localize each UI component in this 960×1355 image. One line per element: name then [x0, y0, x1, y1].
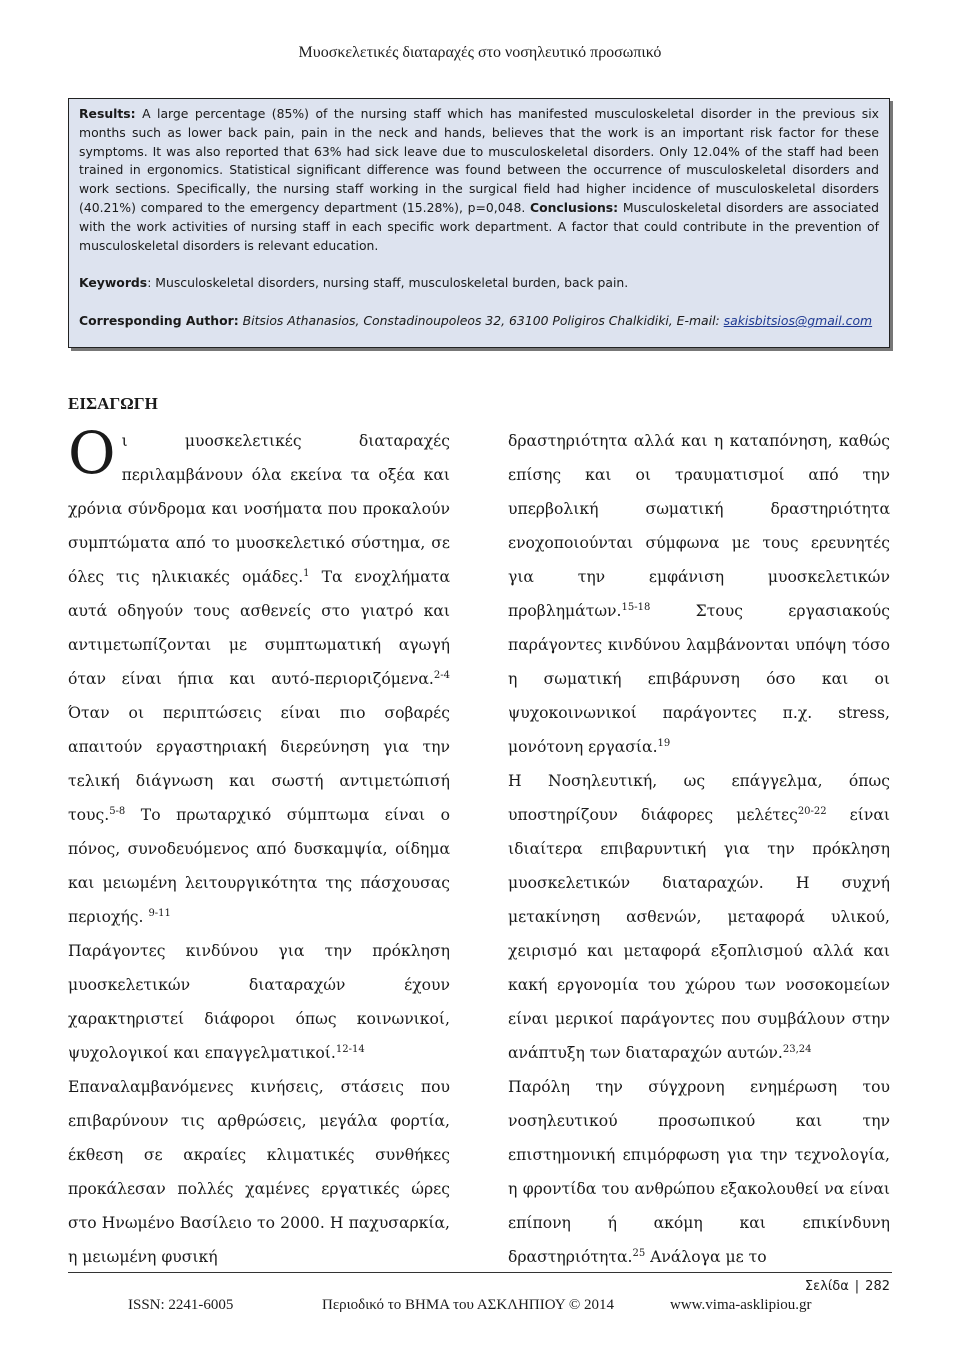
intro-paragraph-6 — [508, 1070, 890, 1274]
citation-ref: 20-22 — [797, 806, 827, 817]
page-number: 282 — [865, 1279, 890, 1294]
footer-website[interactable]: www.vima-asklipiou.gr — [670, 1297, 812, 1313]
abstract-keywords — [79, 274, 879, 293]
citation-ref: 23,24 — [782, 1044, 812, 1055]
page-label: Σελίδα — [804, 1279, 849, 1294]
intro-paragraph-5 — [508, 764, 890, 1070]
keywords-text: : Musculoskeletal disorders, nursing staff, musculoskeletal burden, back pain. — [147, 275, 629, 291]
text-run: ι μυοσκελετικές διαταραχές περιλαμβάνουν όλα εκείνα τα οξέα και χρόνια σύνδρομα και νοσήματα που προκαλούν συμπτώματα από το μυοσκελετικό σύστημα, σε όλες τις ηλικιακές ομάδες. — [68, 432, 450, 586]
footer-issn: ISSN: 2241-6005 — [128, 1297, 234, 1313]
text-run: Ανάλογα με το — [645, 1248, 767, 1266]
corresponding-author — [79, 312, 879, 331]
citation-ref: 15-18 — [621, 602, 651, 613]
left-column — [68, 419, 450, 1274]
text-run: Όταν οι περιπτώσεις είναι πιο σοβαρές απαιτούν εργαστηριακή διερεύνηση για την τελική διάγνωση και σωστή αντιμετώπισή τους. — [68, 704, 450, 824]
conclusions-label: Conclusions: — [530, 199, 619, 215]
text-run: Το πρωταρχικό σύμπτωμα είναι ο πόνος, συνοδευόμενος από δυσκαμψία, οίδημα και μειωμένη λειτουργικότητα της πάσχουσας περιοχής. — [68, 806, 450, 926]
author-label: Corresponding Author: — [79, 313, 239, 329]
text-run: Η Νοσηλευτική, ως επάγγελμα, όπως υποστηρίζουν διάφορες μελέτες — [508, 772, 890, 824]
citation-ref: 5-8 — [109, 806, 126, 817]
abstract-box — [68, 98, 890, 348]
abstract-results — [79, 105, 879, 255]
author-email-link[interactable]: sakisbitsios@gmail.com — [723, 313, 873, 329]
drop-cap: Ο — [68, 419, 116, 487]
author-text: Bitsios Athanasios, Constadinoupoleos 32, 63100 Poligiros Chalkidiki, E-mail: — [242, 313, 720, 329]
results-label: Results: — [79, 106, 136, 121]
page-separator: | — [854, 1279, 860, 1294]
text-run: είναι ιδιαίτερα επιβαρυντική για την πρόκληση μυοσκελετικών διαταραχών. Η συχνή μετακίνηση ασθενών, μεταφορά υλικού, χειρισμό και μεταφορά εξοπλισμού αλλά και κακή εργονομία του χώρου των νοσοκομείων είναι μερικοί παράγοντες που συμβάλουν στην ανάπτυξη των διαταραχών αυτών. — [508, 806, 890, 1062]
citation-ref: 12-14 — [335, 1044, 365, 1055]
citation-ref: 25 — [632, 1248, 646, 1259]
text-run: Τα ενοχλήματα αυτά οδηγούν τους ασθενείς στο γιατρό και αντιμετωπίζονται με συμπτωματική αγωγή όταν είναι ήπια και αυτό-περιοριζόμενα. — [68, 568, 450, 688]
text-run: δραστηριότητα αλλά και η καταπόνηση, καθώς επίσης και οι τραυματισμοί από την υπερβολική σωματική δραστηριότητα ενοχοποιούνται σύμφωνα με τους ερευνητές για την εμφάνιση μυοσκελετικών προβλημάτων. — [508, 432, 890, 620]
citation-ref: 19 — [657, 738, 671, 749]
text-run: Παρόλη την σύγχρονη ενημέρωση του νοσηλευτικού προσωπικού και την επιστημονική επιμόρφωση για την τεχνολογία, η φροντίδα του ανθρώπου εξακολουθεί να είναι επίπονη ή ακόμη και επικίνδυνη δραστηριότητα. — [508, 1078, 890, 1266]
page-indicator — [805, 1279, 890, 1294]
keywords-label: Keywords — [79, 275, 148, 291]
conclusions-text: Musculoskeletal disorders are associated with the work activities of nursing staff in each specific work department. A factor that could contribute in the prevention of musculoskeletal disorders is relevant education. — [79, 199, 879, 253]
footer-journal: Περιοδικό το ΒΗΜΑ του ΑΣΚΛΗΠΙΟΥ © 2014 — [322, 1297, 615, 1313]
section-title: ΕΙΣΑΓΩΓΗ — [68, 394, 158, 413]
text-run: Στους εργασιακούς παράγοντες κινδύνου λαμβάνονται υπόψη τόσο η σωματική επιβάρυνση όσο και οι ψυχοκοινωνικοί παράγοντες π.χ. stress, μονότονη εργασία. — [508, 602, 890, 756]
text-run: Παράγοντες κινδύνου για την πρόκληση μυοσκελετικών διαταραχών έχουν χαρακτηριστεί διάφοροι όπως κοινωνικοί, ψυχολογικοί και επαγγελματικοί. — [68, 942, 450, 1062]
footer-rule — [68, 1272, 892, 1273]
intro-paragraph-3: Επαναλαμβανόμενες κινήσεις, στάσεις που επιβαρύνουν τις αρθρώσεις, μεγάλα φορτία, έκθεση σε ακραίες κλιματικές συνθήκες προκάλεσαν πολλές χαμένες εργατικές ώρες στο Ηνωμένο Βασίλειο το 2000. Η παχυσαρκία, η μειωμένη φυσική — [68, 1078, 450, 1266]
results-text: A large percentage (85%) of the nursing staff which has manifested musculoskeletal disorder in the previous six months such as lower back pain, pain in the neck and hands, believes that the work is an important risk factor for these symptoms. It was also reported that 63% had sick leave due to musculoskeletal disorders. Only 12.04% of the staff had been trained in ergonomics. Statistical significant difference was found between the occurrence of musculoskeletal disorders and work sections. Specifically, the nursing staff working in the surgical field had higher incidence of musculoskeletal disorders (40.21%) compared to the emergency department (15.28%), p=0,048. — [79, 106, 879, 215]
intro-paragraph-1 — [68, 419, 450, 934]
right-column — [508, 424, 890, 1274]
intro-paragraph-4 — [508, 424, 890, 764]
intro-paragraph-2 — [68, 934, 450, 1070]
citation-ref: 9-11 — [148, 908, 171, 919]
citation-ref: 1 — [303, 568, 310, 579]
citation-ref: 2-4 — [433, 670, 450, 681]
running-title: Μυοσκελετικές διαταραχές στο νοσηλευτικό προσωπικό — [298, 44, 662, 61]
